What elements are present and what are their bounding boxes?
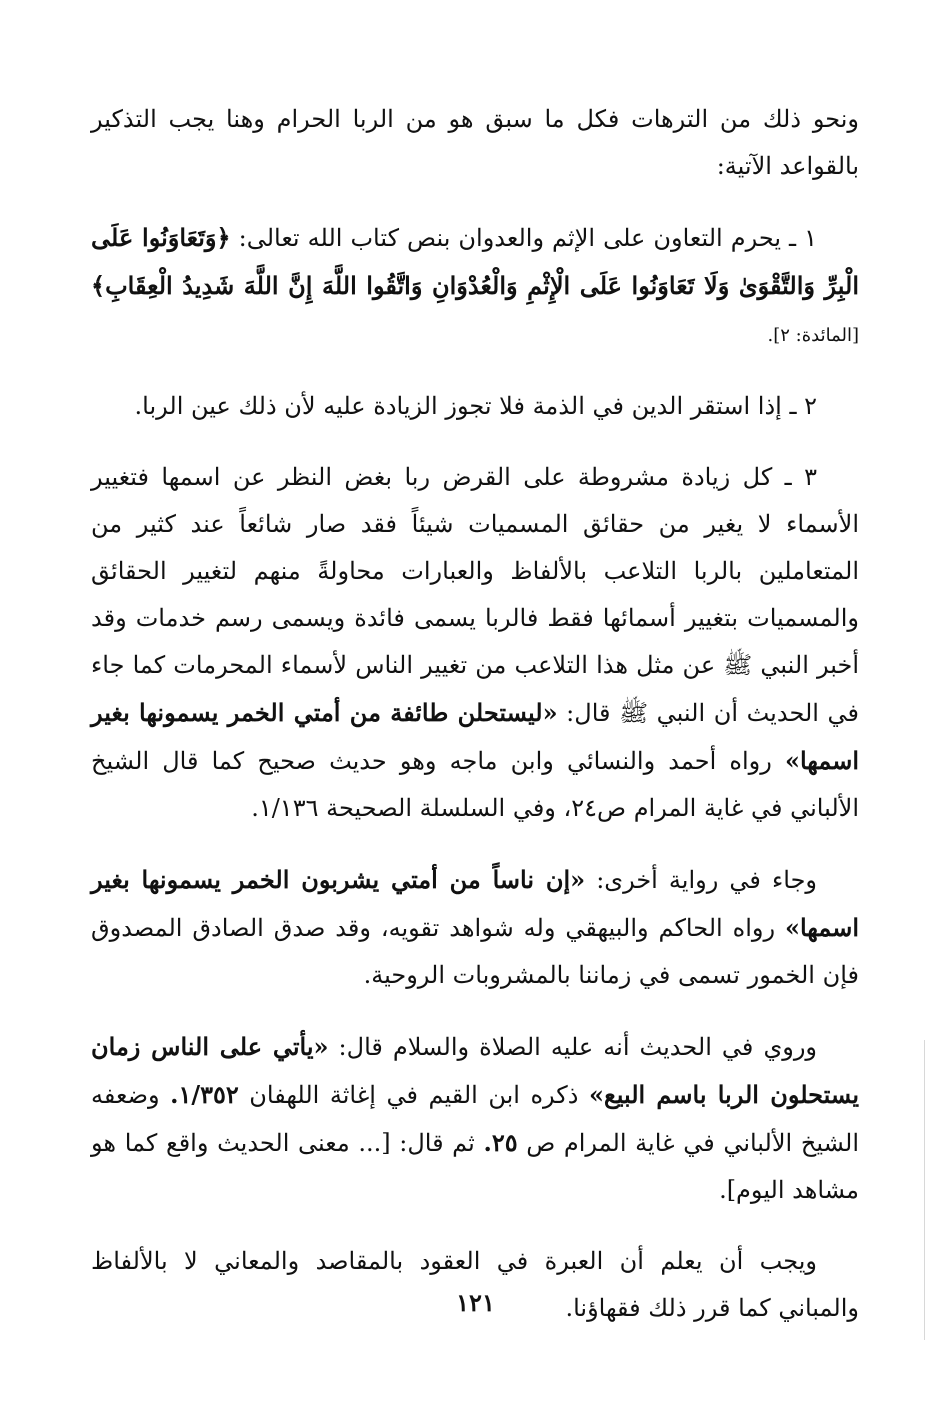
citation-2: ٢٥.: [483, 1128, 518, 1157]
page-number: ١٢١: [456, 1288, 495, 1317]
rule-1-intro: ١ ـ يحرم التعاون على الإثم والعدوان بنص كتاب الله تعالى:: [238, 224, 817, 252]
rule-3-text-1: ٣ ـ كل زيادة مشروطة على القرض ربا بغض النظر عن اسمها فتغيير الأسماء لا يغير من حقائق المسميات شيئاً فقد صار شائعاً عند كثير من المتعاملين بالربا التلاعب بالألفاظ والعبارات محاولةً منهم لتغيير الحقائق والمسميات بتغيير أسمائها فقط فالربا يسمى فائدة ويسمى رسم خدمات وقد أخبر النبي ﷺ عن مثل هذا التلاعب من تغيير الناس لأسماء المحرمات كما جاء في الحديث أن النبي ﷺ قال:: [91, 463, 859, 727]
paragraph-another-narration: [91, 856, 859, 999]
hadith-quote-2: «إن ناساً من أمتي يشربون الخمر يسمونها بغير اسمها»: [91, 865, 859, 942]
paragraph-rule-2: [91, 383, 859, 430]
conclusion-text: ويجب أن يعلم أن العبرة في العقود بالمقاصد والمعاني لا بالألفاظ والمباني كما قرر ذلك فقهاؤنا.: [91, 1247, 859, 1322]
narrated-text-4: ثم قال: [... معنى الحديث واقع كما هو مشاهد اليوم].: [91, 1129, 859, 1204]
narrated-text-1: وروي في الحديث أنه عليه الصلاة والسلام قال:: [328, 1033, 817, 1061]
rule-2-text: ٢ ـ إذا استقر الدين في الذمة فلا تجوز الزيادة عليه لأن ذلك عين الربا.: [134, 392, 817, 420]
verse-reference: [المائدة: ٢].: [767, 325, 859, 346]
paragraph-narrated-hadith: [91, 1023, 859, 1214]
page-body: [91, 96, 859, 1356]
paragraph-intro: [91, 96, 859, 190]
hadith-quote-1: «ليستحلن طائفة من أمتي الخمر يسمونها بغير اسمها»: [91, 698, 859, 775]
paragraph-conclusion: [91, 1238, 859, 1332]
citation-1: ١/٣٥٢.: [170, 1080, 239, 1109]
narration-text-1: وجاء في رواية أخرى:: [585, 866, 818, 894]
hadith-quote-3: «يأتي على الناس زمان يستحلون الربا باسم البيع»: [91, 1032, 860, 1109]
narrated-text-2: ذكره ابن القيم في إغاثة اللهفان: [238, 1081, 589, 1109]
paragraph-intro-text: ونحو ذلك من الترهات فكل ما سبق هو من الربا الحرام وهنا يجب التذكير بالقواعد الآتية:: [91, 105, 859, 180]
narrated-text-3: وضعفه الشيخ الألباني في غاية المرام ص: [91, 1081, 859, 1157]
rule-3-text-2: رواه أحمد والنسائي وابن ماجه وهو حديث صحيح كما قال الشيخ الألباني في غاية المرام ص٢٤، وفي السلسلة الصحيحة ١/١٣٦.: [91, 747, 859, 822]
paragraph-rule-1: [91, 214, 859, 359]
quran-verse: ﴿وَتَعَاوَنُوا عَلَى الْبِرِّ وَالتَّقْوَىٰ وَلَا تَعَاوَنُوا عَلَى الْإِثْمِ وَالْعُدْوَانِ وَاتَّقُوا اللَّهَ إِنَّ اللَّهَ شَدِيدُ الْعِقَابِ﴾: [91, 223, 859, 300]
narration-text-2: رواه الحاكم والبيهقي وله شواهد تقويه، وقد صدق الصادق المصدوق فإن الخمور تسمى في زماننا بالمشروبات الروحية.: [91, 914, 859, 989]
paragraph-rule-3: [91, 454, 859, 832]
